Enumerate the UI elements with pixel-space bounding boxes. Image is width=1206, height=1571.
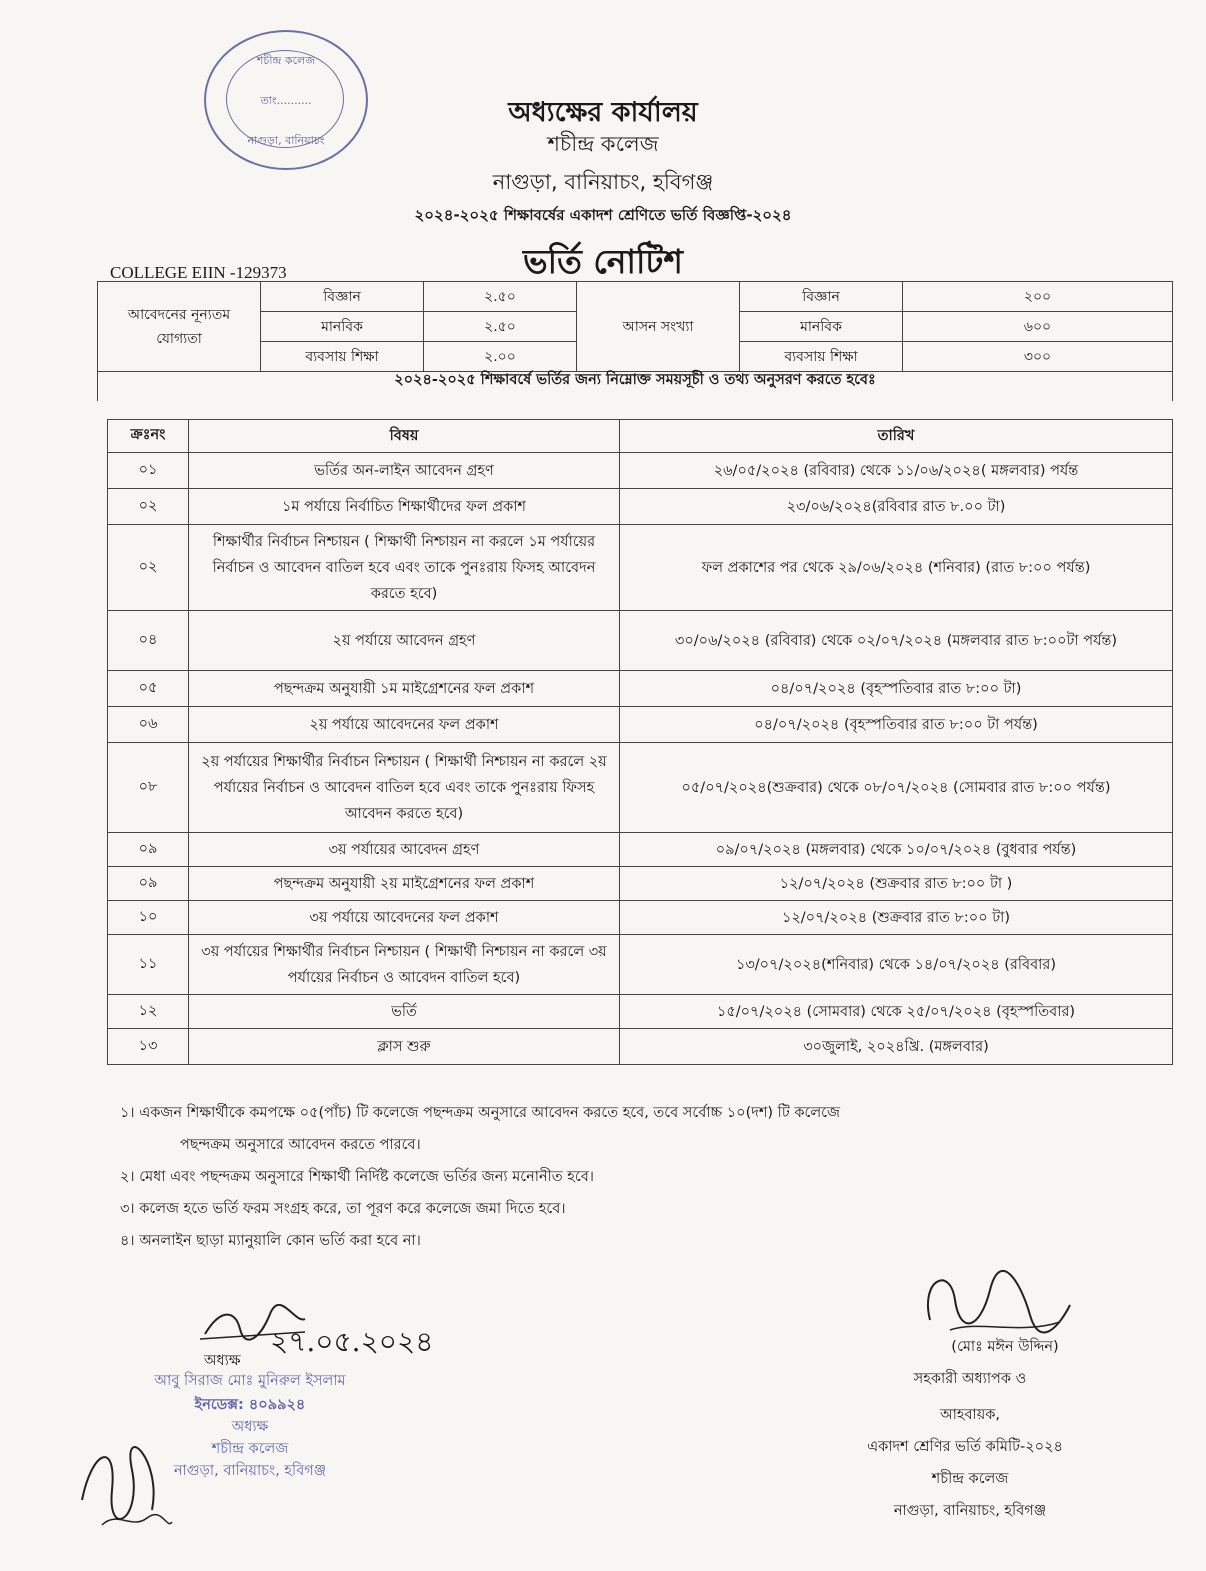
- row-serial: ১০: [108, 901, 189, 935]
- seat-label: আসন সংখ্যা: [577, 282, 740, 372]
- note-item: ১। একজন শিক্ষার্থীকে কমপক্ষে ০৫(পাঁচ) টি কলেজে পছন্দক্রম অনুসারে আবেদন করতে হবে, তবে সর্বোচ্চ ১০(দশ) টি কলেজে: [120, 1105, 840, 1121]
- table-row: [108, 453, 1173, 489]
- note-item: ৩। কলেজ হতে ভর্তি ফরম সংগ্রহ করে, তা পূরণ করে কলেজে জমা দিতে হবে।: [120, 1201, 566, 1217]
- row-serial: ০২: [108, 489, 189, 525]
- row-date: ০৫/০৭/২০২৪(শুক্রবার) থেকে ০৮/০৭/২০২৪ (সোমবার রাত ৮:০০ পর্যন্ত): [620, 743, 1173, 833]
- seal-text-bottom: নাগুড়া, বানিয়াচং: [247, 134, 325, 147]
- notice-title: ভর্তি নোটিশ: [523, 242, 683, 281]
- convener-line1: সহকারী অধ্যাপক ও: [913, 1371, 1027, 1387]
- seal-text-top: শচীন্দ্র কলেজ: [256, 54, 316, 67]
- row-subject: ভর্তির অন-লাইন আবেদন গ্রহণ: [189, 453, 620, 489]
- schedule-table: [107, 419, 1173, 1065]
- row-serial: ০৬: [108, 707, 189, 743]
- eligibility-group: বিজ্ঞান: [261, 282, 424, 312]
- seal-text-middle: তাং..........: [260, 94, 312, 107]
- eligibility-group: মানবিক: [261, 312, 424, 342]
- row-subject: ক্লাস শুরু: [189, 1029, 620, 1065]
- row-subject: ভর্তি: [189, 995, 620, 1029]
- row-subject: ৩য় পর্যায়ে আবেদনের ফল প্রকাশ: [189, 901, 620, 935]
- eligibility-label-line1: আবেদনের নূন্যতম: [127, 306, 231, 323]
- table-row: [108, 1029, 1173, 1065]
- seat-group: মানবিক: [740, 312, 903, 342]
- table-row: [108, 489, 1173, 525]
- table-row: [108, 935, 1173, 995]
- row-serial: ১১: [108, 935, 189, 995]
- table-row: [108, 743, 1173, 833]
- row-subject: শিক্ষার্থীর নির্বাচন নিশ্চায়ন ( শিক্ষার্থী নিশ্চায়ন না করলে ১ম পর্যায়ের নির্বাচন ও আবেদন বাতিল হবে এবং তাকে পুনঃরায় ফিসহ আবেদন করতে হবে): [189, 525, 620, 611]
- row-serial: ০৯: [108, 867, 189, 901]
- row-date: ৩০/০৬/২০২৪ (রবিবার) থেকে ০২/০৭/২০২৪ (মঙ্গলবার রাত ৮:০০টা পর্যন্ত): [620, 611, 1173, 671]
- table-row: [108, 611, 1173, 671]
- table-row: [108, 525, 1173, 611]
- convener-line3: একাদশ শ্রেণির ভর্তি কমিটি-২০২৪: [867, 1439, 1063, 1455]
- row-serial: ০৮: [108, 743, 189, 833]
- row-date: ০৯/০৭/২০২৪ (মঙ্গলবার) থেকে ১০/০৭/২০২৪ (বুধবার পর্যন্ত): [620, 833, 1173, 867]
- note-item: ৪। অনলাইন ছাড়া ম্যানুয়ালি কোন ভর্তি করা হবে না।: [120, 1233, 421, 1249]
- row-subject: ২য় পর্যায়ে আবেদনের ফল প্রকাশ: [189, 707, 620, 743]
- eligibility-label: [98, 282, 261, 372]
- signature-date: ২৭.০৫.২০২৪: [270, 1325, 434, 1358]
- note-item-continued: পছন্দক্রম অনুসারে আবেদন করতে পারবে।: [180, 1137, 421, 1153]
- principal-designation: অধ্যক্ষ: [204, 1353, 241, 1369]
- notice-subtitle: ২০২৪-২০২৫ শিক্ষাবর্ষের একাদশ শ্রেণিতে ভর্তি বিজ্ঞপ্তি-২০২৪: [414, 206, 792, 224]
- college-name: শচীন্দ্র কলেজ: [547, 132, 659, 156]
- stamp-name: আবু সিরাজ মোঃ মুনিরুল ইসলাম: [154, 1373, 346, 1389]
- row-date: ০৪/০৭/২০২৪ (বৃহস্পতিবার রাত ৮:০০ টা পর্যন্ত): [620, 707, 1173, 743]
- convener-line4: শচীন্দ্র কলেজ: [931, 1471, 1009, 1487]
- row-subject: ৩য় পর্যায়ের আবেদন গ্রহণ: [189, 833, 620, 867]
- convener-line5: নাগুড়া, বানিয়াচং, হবিগঞ্জ: [893, 1503, 1047, 1519]
- row-subject: পছন্দক্রম অনুযায়ী ১ম মাইগ্রেশনের ফল প্রকাশ: [189, 671, 620, 707]
- convener-line2: আহবায়ক,: [939, 1407, 1001, 1423]
- eligibility-group: ব্যবসায় শিক্ষা: [261, 342, 424, 372]
- initial-signature-scribble: [72, 1430, 192, 1540]
- table-row: [108, 833, 1173, 867]
- row-subject: ৩য় পর্যায়ের শিক্ষার্থীর নির্বাচন নিশ্চায়ন ( শিক্ষার্থী নিশ্চায়ন না করলে ৩য় পর্যায়ের নির্বাচন ও আবেদন বাতিল হবে): [189, 935, 620, 995]
- college-address: নাগুড়া, বানিয়াচং, হবিগঞ্জ: [492, 170, 714, 194]
- seat-group: বিজ্ঞান: [740, 282, 903, 312]
- stamp-college: শচীন্দ্র কলেজ: [211, 1441, 289, 1457]
- row-serial: ০৫: [108, 671, 189, 707]
- stamp-address: নাগুড়া, বানিয়াচং, হবিগঞ্জ: [173, 1463, 327, 1479]
- convener-signature-scribble: [910, 1260, 1080, 1340]
- row-serial: ০৯: [108, 833, 189, 867]
- row-date: ৩০জুলাই, ২০২৪খ্রি. (মঙ্গলবার): [620, 1029, 1173, 1065]
- header-subject: বিষয়: [189, 420, 620, 453]
- row-serial: ১৩: [108, 1029, 189, 1065]
- row-serial: ০২: [108, 525, 189, 611]
- row-date: ২৬/০৫/২০২৪ (রবিবার) থেকে ১১/০৬/২০২৪( মঙ্গলবার) পর্যন্ত: [620, 453, 1173, 489]
- seat-count: ৩০০: [903, 342, 1173, 372]
- table-row: [108, 901, 1173, 935]
- note-item: ২। মেধা এবং পছন্দক্রম অনুসারে শিক্ষার্থী নির্দিষ্ট কলেজে ভর্তির জন্য মনোনীত হবে।: [120, 1169, 594, 1185]
- convener-name: (মোঃ মঈন উদ্দিন): [951, 1339, 1059, 1355]
- eligibility-label-line2: যোগ্যতা: [156, 330, 202, 347]
- table-row: [108, 671, 1173, 707]
- stamp-title: অধ্যক্ষ: [231, 1419, 269, 1435]
- eligibility-gpa: ২.৫০: [424, 282, 577, 312]
- row-date: ১৫/০৭/২০২৪ (সোমবার) থেকে ২৫/০৭/২০২৪ (বৃহস্পতিবার): [620, 995, 1173, 1029]
- table-row: [108, 707, 1173, 743]
- row-date: ১৩/০৭/২০২৪(শনিবার) থেকে ১৪/০৭/২০২৪ (রবিবার): [620, 935, 1173, 995]
- table-row: [108, 995, 1173, 1029]
- table-row: [108, 867, 1173, 901]
- seat-count: ৬০০: [903, 312, 1173, 342]
- row-serial: ০৪: [108, 611, 189, 671]
- stamp-index: ইনডেক্স: ৪০৯৯২৪: [194, 1397, 306, 1413]
- notes-list: [120, 1097, 1120, 1257]
- row-date: ফল প্রকাশের পর থেকে ২৯/০৬/২০২৪ (শনিবার) (রাত ৮:০০ পর্যন্ত): [620, 525, 1173, 611]
- row-subject: ২য় পর্যায়ের শিক্ষার্থীর নির্বাচন নিশ্চায়ন ( শিক্ষার্থী নিশ্চায়ন না করলে ২য় পর্যায়ের নির্বাচন ও আবেদন বাতিল হবে এবং তাকে পুনঃরায় ফিসহ আবেদন করতে হবে): [189, 743, 620, 833]
- row-subject: ২য় পর্যায়ে আবেদন গ্রহণ: [189, 611, 620, 671]
- row-subject: ১ম পর্যায়ে নির্বাচিত শিক্ষার্থীদের ফল প্রকাশ: [189, 489, 620, 525]
- office-title: অধ্যক্ষের কার্যালয়: [508, 97, 698, 128]
- header-serial: ক্রঃনং: [108, 420, 189, 453]
- row-date: ১২/০৭/২০২৪ (শুক্রবার রাত ৮:০০ টা): [620, 901, 1173, 935]
- row-date: ২৩/০৬/২০২৪(রবিবার রাত ৮.০০ টা): [620, 489, 1173, 525]
- row-subject: পছন্দক্রম অনুযায়ী ২য় মাইগ্রেশনের ফল প্রকাশ: [189, 867, 620, 901]
- row-date: ০৪/০৭/২০২৪ (বৃহস্পতিবার রাত ৮:০০ টা): [620, 671, 1173, 707]
- row-date: ১২/০৭/২০২৪ (শুক্রবার রাত ৮:০০ টা ): [620, 867, 1173, 901]
- row-serial: ১২: [108, 995, 189, 1029]
- schedule-header-row: [108, 420, 1173, 453]
- eligibility-gpa: ২.০০: [424, 342, 577, 372]
- row-serial: ০১: [108, 453, 189, 489]
- seat-group: ব্যবসায় শিক্ষা: [740, 342, 903, 372]
- eligibility-gpa: ২.৫০: [424, 312, 577, 342]
- college-eiin: COLLEGE EIIN -129373: [110, 263, 287, 282]
- header-date: তারিখ: [620, 420, 1173, 453]
- seat-count: ২০০: [903, 282, 1173, 312]
- schedule-instruction: ২০২৪-২০২৫ শিক্ষাবর্ষে ভর্তির জন্য নিম্নোক্ত সময়সূচী ও তথ্য অনুসরণ করতে হবেঃ: [97, 359, 1173, 401]
